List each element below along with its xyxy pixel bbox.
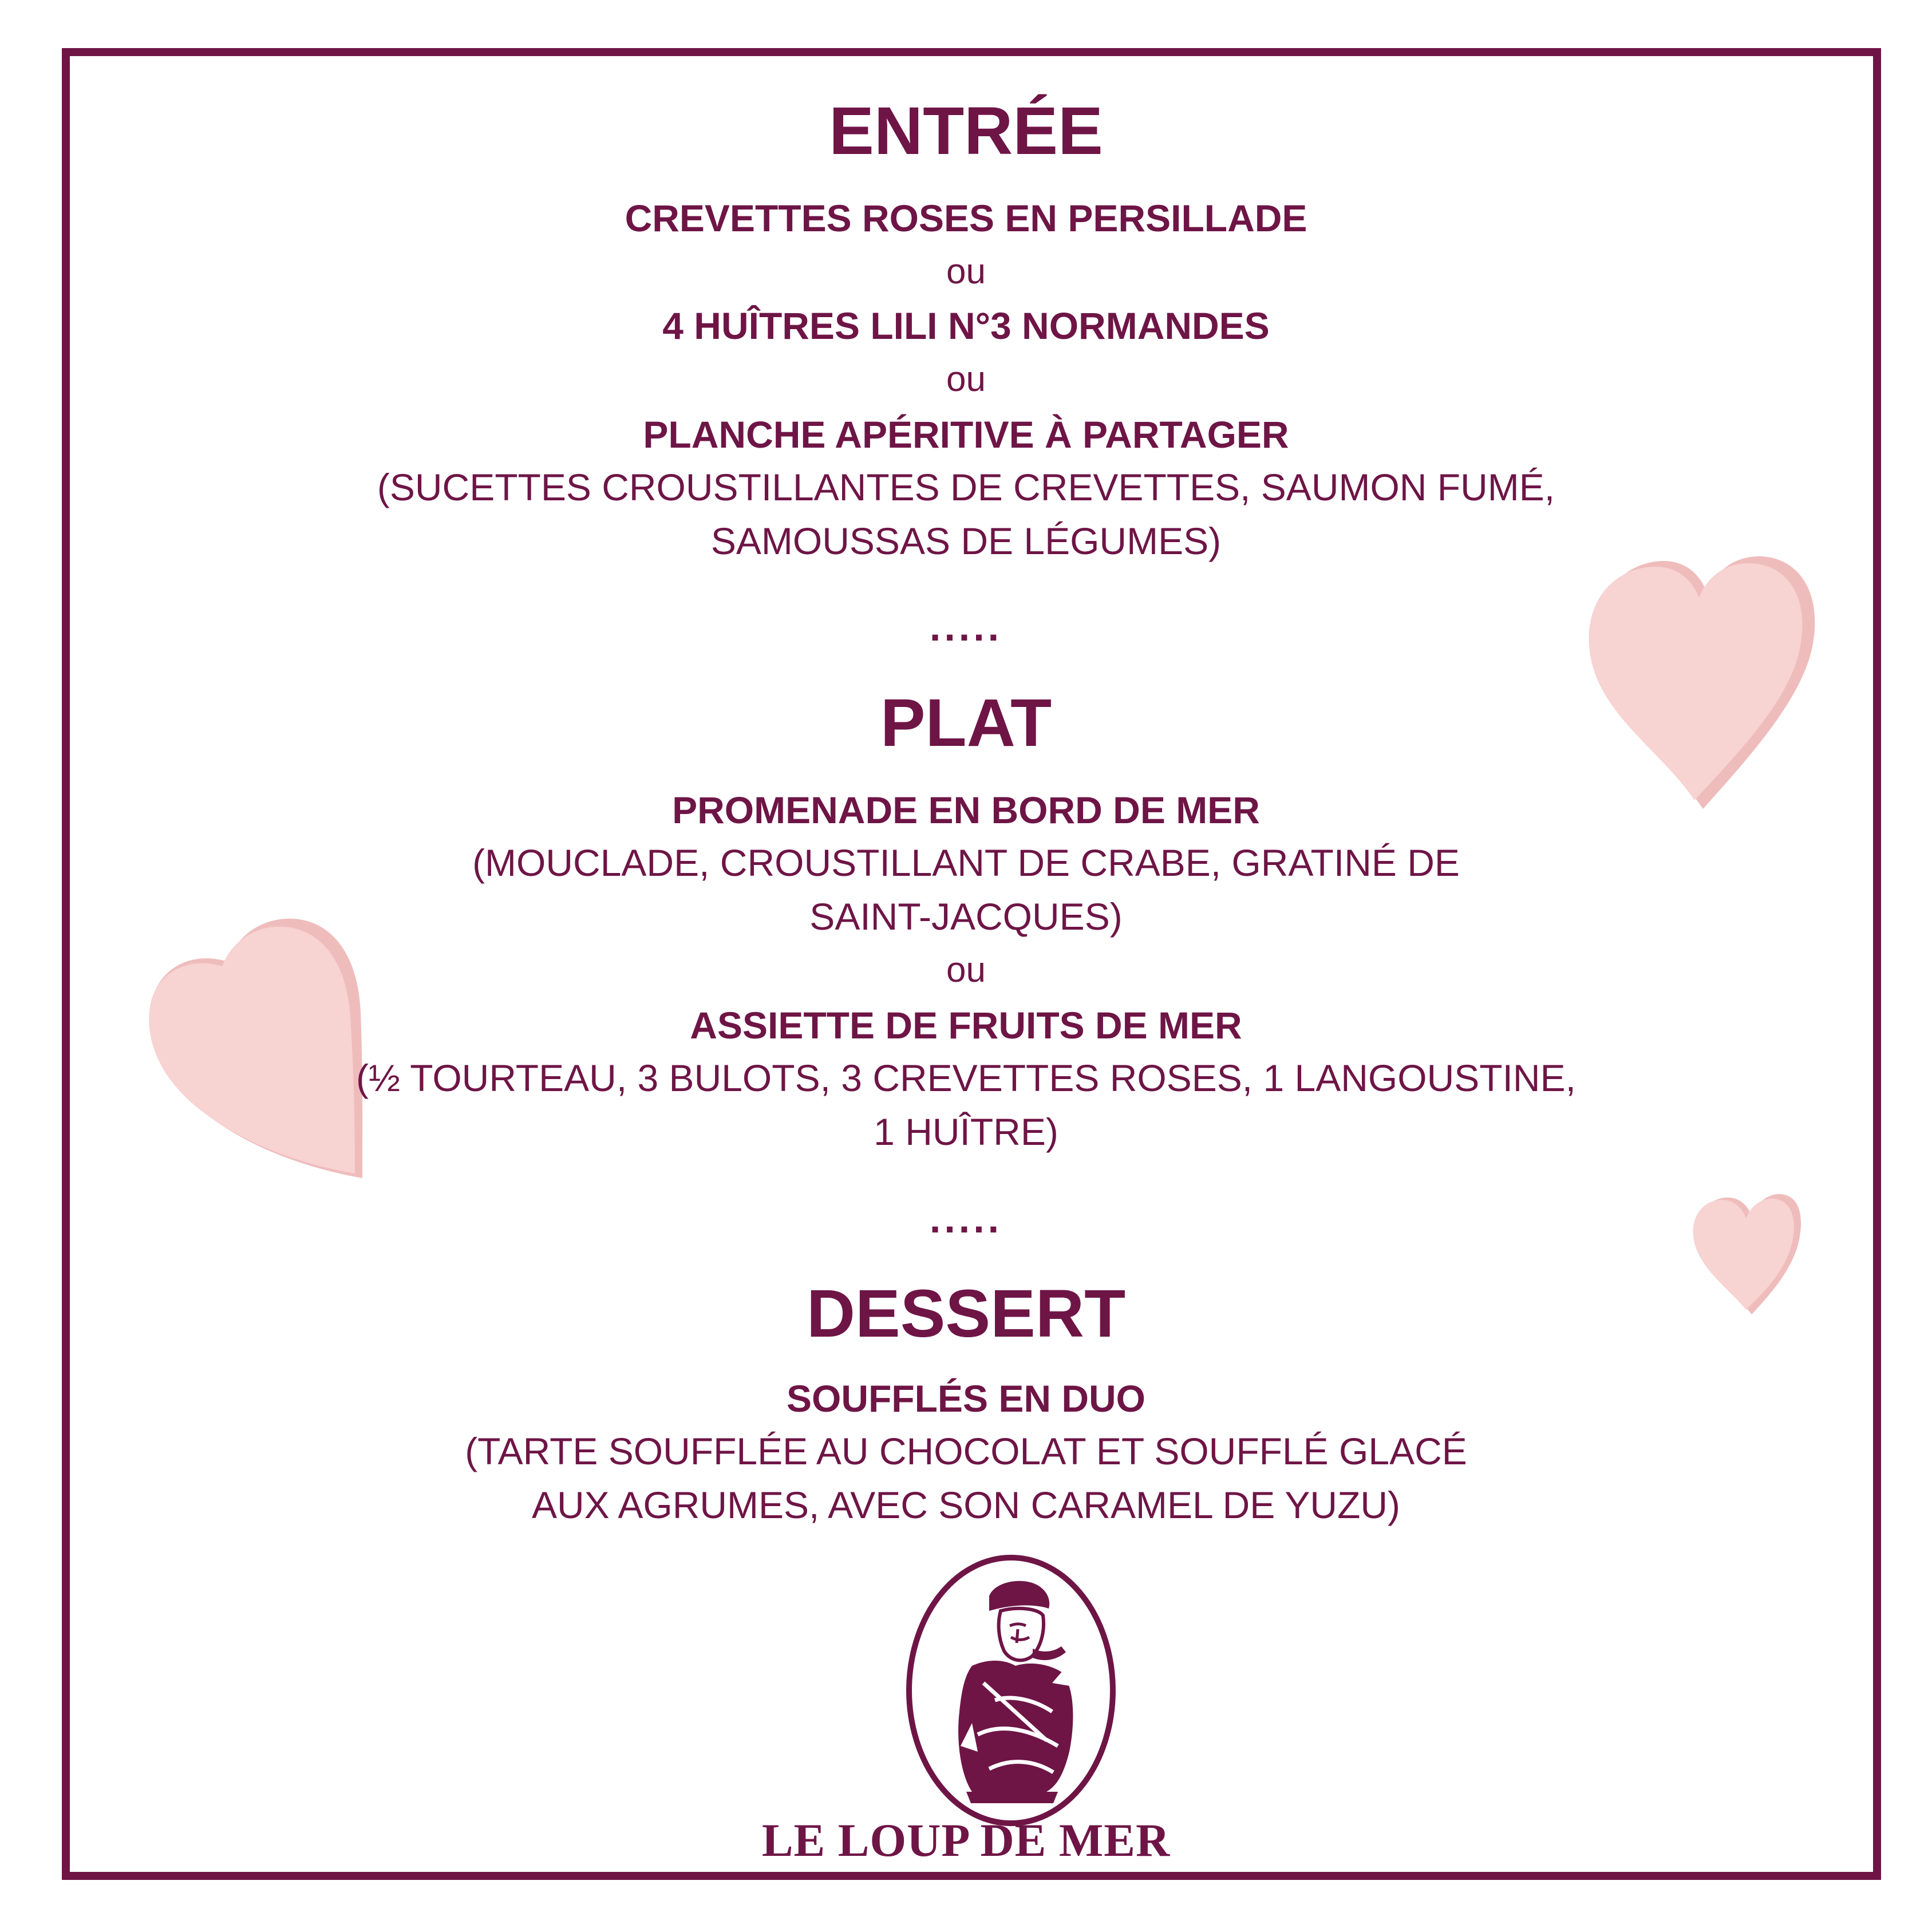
dish-planche: PLANCHE APÉRITIVE À PARTAGER — [643, 413, 1289, 456]
dish-assiette-desc-1: (½ TOURTEAU, 3 BULOTS, 3 CREVETTES ROSES, 1 LANGOUSTINE, — [356, 1057, 1576, 1099]
dish-assiette: ASSIETTE DE FRUITS DE MER — [690, 1004, 1242, 1046]
dish-souffles: SOUFFLÉS EN DUO — [786, 1377, 1146, 1420]
section-title-dessert: DESSERT — [806, 1276, 1126, 1352]
dish-assiette-desc-2: 1 HUÎTRE) — [874, 1111, 1058, 1153]
dish-huitres: 4 HUÎTRES LILI N°3 NORMANDES — [662, 305, 1270, 347]
dish-promenade-desc-1: (MOUCLADE, CROUSTILLANT DE CRABE, GRATINÉ DE — [472, 841, 1460, 884]
dish-promenade-desc-2: SAINT-JACQUES) — [809, 895, 1123, 938]
or-text: ou — [946, 359, 986, 399]
dish-souffles-desc-2: AUX AGRUMES, AVEC SON CARAMEL DE YUZU) — [531, 1484, 1401, 1526]
brand-name: LE LOUP DE MER — [761, 1814, 1171, 1866]
dish-crevettes: CREVETTES ROSES EN PERSILLADE — [625, 197, 1307, 239]
dish-promenade: PROMENADE EN BORD DE MER — [672, 789, 1260, 831]
section-title-plat: PLAT — [880, 685, 1052, 761]
dish-planche-desc-1: (SUCETTES CROUSTILLANTES DE CREVETTES, SAUMON FUMÉ, — [377, 466, 1555, 508]
or-text: ou — [946, 252, 986, 291]
separator: ..... — [929, 605, 1003, 649]
fisherman-portrait-icon — [903, 1551, 1119, 1830]
dish-souffles-desc-1: (TARTE SOUFFLÉE AU CHOCOLAT ET SOUFFLÉ GLACÉ — [465, 1430, 1467, 1472]
separator: ..... — [929, 1196, 1003, 1241]
or-text: ou — [946, 950, 986, 990]
dish-planche-desc-2: SAMOUSSAS DE LÉGUMES) — [710, 520, 1222, 562]
section-title-entree: ENTRÉE — [829, 93, 1103, 169]
